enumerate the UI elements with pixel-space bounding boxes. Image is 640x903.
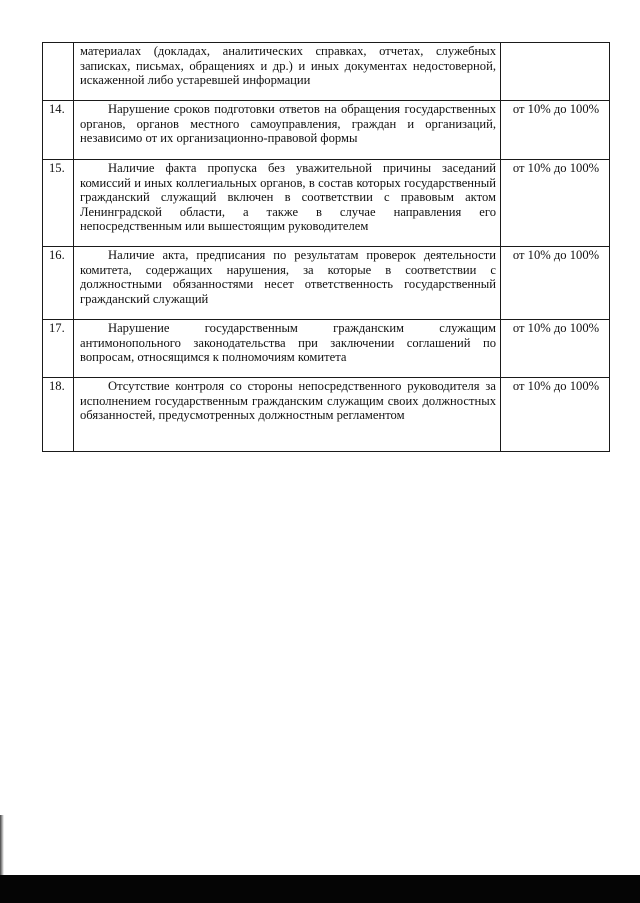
row-number: 16. [43,247,74,320]
row-description: Наличие факта пропуска без уважительной причины заседаний комиссий и иных коллегиальных органов, в состав которых государственный гражданский служащий включен в соответствии с правовым актом Ленинградской области, а также в случае направления его непосредственным или вышестоящим руководителем [80,161,496,234]
row-description-cell [74,247,501,320]
row-number: 14. [43,101,74,160]
row-percent: от 10% до 100% [501,160,610,247]
row-percent: от 10% до 100% [501,320,610,378]
row-description-cell [74,320,501,378]
row-description: материалах (докладах, аналитических справках, отчетах, служебных записках, письмах, обращениях и др.) и иных документах недостоверной, искаженной либо устаревшей информации [80,44,496,88]
row-description-cell [74,43,501,101]
row-percent [501,43,610,101]
table-row [43,320,610,378]
table-row [43,247,610,320]
row-description-cell [74,378,501,452]
table-row [43,101,610,160]
row-number: 18. [43,378,74,452]
row-description: Нарушение сроков подготовки ответов на обращения государственных органов, органов местного самоуправления, граждан и организаций, независимо от их организационно-правовой формы [80,102,496,146]
row-description: Наличие акта, предписания по результатам проверок деятельности комитета, содержащих нарушения, за которые в соответствии с должностными обязанностями несет ответственность государственный гражданский служащий [80,248,496,306]
table-row [43,43,610,101]
scan-bottom-border [0,875,640,903]
row-number [43,43,74,101]
row-percent: от 10% до 100% [501,247,610,320]
row-percent: от 10% до 100% [501,101,610,160]
row-description-cell [74,160,501,247]
row-description: Нарушение государственным гражданским служащим антимонопольного законодательства при заключении соглашений по вопросам, относящимся к полномочиям комитета [80,321,496,365]
row-number: 17. [43,320,74,378]
row-description-cell [74,101,501,160]
row-number: 15. [43,160,74,247]
table-row [43,378,610,452]
table-row [43,160,610,247]
row-description: Отсутствие контроля со стороны непосредственного руководителя за исполнением государственным гражданским служащим своих должностных обязанностей, предусмотренных должностным регламентом [80,379,496,423]
scan-edge-shadow [0,815,4,875]
penalty-table [42,42,610,452]
row-percent: от 10% до 100% [501,378,610,452]
